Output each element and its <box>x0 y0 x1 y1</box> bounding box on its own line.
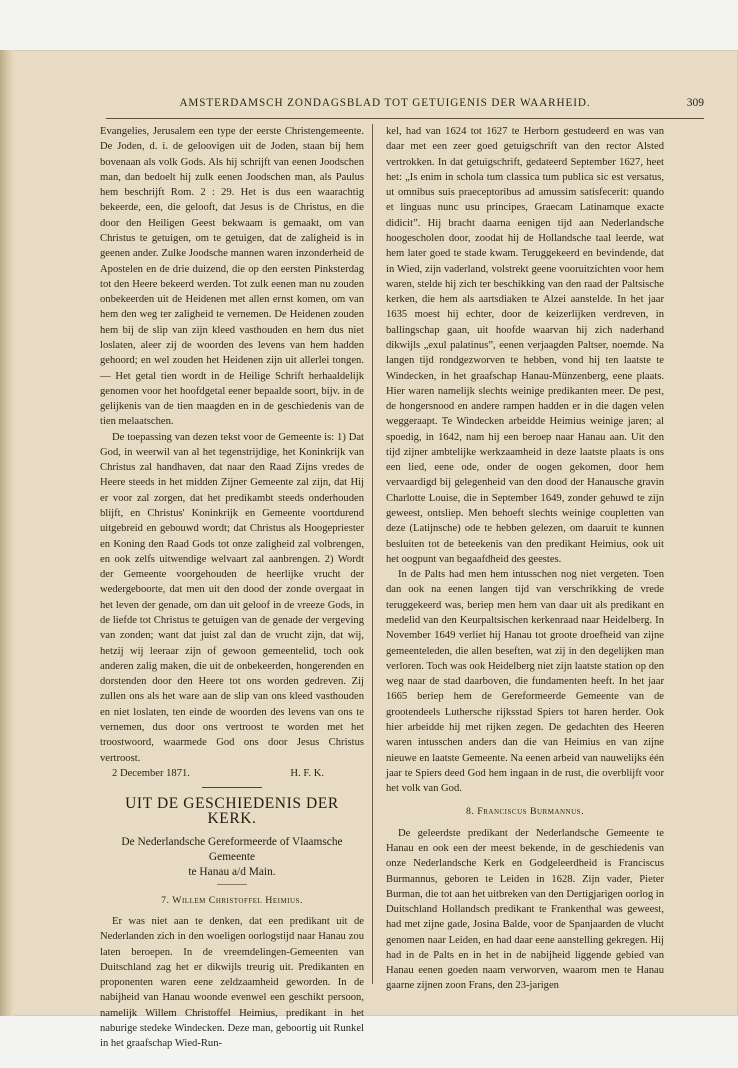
person-heading: 8. Franciscus Burmannus. <box>465 806 585 818</box>
paragraph: In de Palts had men hem intusschen nog niet vergeten. Toen dan ook na eenen langen tijd van verschrikking de vrede teruggekeerd was, beriep men hem van daar uit als predikant en medelid van den Keurpaltsischen kerkenraad naar Heidelberg. In November 1649 verliet hij Hanau tot groote droefheid van zijne gemeenteleden, die allen beseften, wat zij in den degelijken man verloren. Toch was ook Heidelberg niet zijn laatste station op den weg naar de stad daarboven, die fundamenten heeft. In het jaar 1665 beriep hem de Gereformeerde Gemeente van de grootendeels Luthersche rijksstad Spiers tot haren herder. Ook hier arbeidde hij met rijken zegen. De gedachten des Heeren waren intusschen anders dan die van Heimius en van zijne nieuwe en laatste Gemeente. Na eenen arbeid van nauwelijks één jaar te Spiers deed God hem ingaan in de rust, die overblijft voor het volk van God. <box>386 569 664 795</box>
paragraph: kel, had van 1624 tot 1627 te Herborn gestudeerd en was van daar met een zeer goed getuigschrift van den rector Alsted vertrokken. In dat getuigschrift, gedateerd September 1627, heet het: „Is enim in schola tum classica tum publica sic est versatus, ut omnibus suis praeceptoribus ad amussim satisfecerit: quando et linguas nunc usu principes, Graecam Latinamque exacte didicit”. Hij bracht daarna eenigen tijd aan Nederlandsche hoogescholen door, zoodat hij de Hollandsche taal leerde, wat hem later goed te stade kwam. Teruggekeerd en bevindende, dat in Wied, zijn vaderland, volstrekt geene vooruitzichten voor hem waren, stelde hij zich ter beschikking van den raad der Paltsische kerken, die hem als aartsdiaken te Alzei aanstelde. In het jaar 1635 moest hij echter, door de keizerlijken verdreven, in ballingschap gaan, uit hoofde waarvan hij zich naderhand dikwijls „exul palatinus”, eenen verjaagden Paltser, noemde. Na langen tijd rondgezworven te hebben, vond hij ten laatste te Windecken, in het graafschap Hanau-Münzenberg, eene plaats. Hier waren namelijk slechts weinige predikanten meer. De pest, de hongersnood en andere rampen hadden er in die dagen velen weggeraapt. Te Windecken arbeidde Heimius weinige jaren; al spoedig, in 1642, nam hij een beroep naar Hanau aan. Uit den tijd zijner ambtelijke werkzaamheid in deze laatste plaats is ons een lied, eene ode, onder de oogen gekomen, door hem vervaardigd bij gelegenheid van den dood der Hanausche gravin Charlotte Louise, die in September 1649, zonder gehuwd te zijn geweest, ontsliep. Men behoeft slechts weinige coupletten van deze (Latijnsche) ode te hebben gelezen, om daaruit te kunnen besluiten tot de beteekenis van den predikant Heimius, ook uit het oogpunt van begaafdheid des geestes. <box>386 126 664 565</box>
signature-initials: H. F. K. <box>290 767 324 779</box>
subsection-separator <box>217 884 247 885</box>
signature-line <box>100 766 364 781</box>
section-separator <box>202 787 262 788</box>
page-number: 309 <box>686 97 704 109</box>
paragraph: De toepassing van dezen tekst voor de Gemeente is: 1) Dat God, in weerwil van al het tegenstrijdige, het Koninkrijk van Christus zal handhaven, dat naar den Raad Zijns vredes de Heere steeds in het midden Zijner Gemeente zal zijn, dat Hij er voor zal zorgen, dat het predikambt steeds onderhouden blijft, en Christus' Koninkrijk en Gemeente voortdurend uitgebreid en gebouwd wordt; dat Christus als Hoogepriester en Koning den Raad Gods tot onze zaligheid zal volbrengen, en ook zelfs uitwendige welvaart zal aanbrengen. 2) Wordt der Gemeente voorgehouden de heerlijke vrucht der wedergeboorte, dat men uit den dood der zonde overgaat in het leven der genade, om dan uit geloof in de vreeze Gods, in de liefde tot Christus te getuigen van de genade der vergeving van zonden; want dat juist zal dan de vrucht zijn, dat wij, hetzij wij leeraar zijn of gewoon gemeentelid, toch ook anderen zalig maken, die uit de onbekeerden, hongerenden en dorstenden door den Heere tot ons worden gedreven. Zij zullen ons als het ware aan de slip van ons kleed vasthouden en niet loslaten, ten einde de woorden des levens van ons te vernemen, dus door ons vertroost te worden met het troostwoord, waarmede God ons door Jesus Christus vertroost. <box>100 431 364 764</box>
paragraph: De geleerdste predikant der Nederlandsche Gemeente te Hanau en ook een der meest bekende, in de geschiedenis van onze Nederlandsche Kerk en Godgeleerdheid is Franciscus Burmannus, geboren te Leiden in 1628. Zijn vader, Pieter Burman, die tot aan het uitbreken van den Dertigjarigen oorlog in Duitschland Hollandsch predikant te Frankenthal was geweest, had met zijne gade, Josina Balde, voor de Spanjaarden de vlucht genomen naar Leiden, en had daar eene aanstelling gekregen. Hij had in de Palts en in het in de nabijheid liggende gebied van Hanau eenen goeden naam verworven, waarom men te Hanau gaarne zijnen zoon Frans, den 23-jarigen <box>386 827 665 992</box>
header-rule <box>106 118 704 119</box>
section-subtitle-line: De Nederlandsche Gereformeerde of Vlaamsche Gemeente <box>121 835 343 863</box>
journal-title: AMSTERDAMSCH ZONDAGSBLAD TOT GETUIGENIS DER WAARHEID. <box>179 97 591 109</box>
section-title: UIT DE GESCHIEDENIS DER KERK. <box>125 795 339 828</box>
running-header <box>106 97 704 115</box>
paragraph: Evangelies, Jerusalem een type der eerste Christengemeente. De Joden, d. i. de geloovigen uit de Joden, staan bij hem bovenaan als volk Gods. Als hij schrijft van eenen Joodschen man, dan bedoelt hij zulk eenen Joodschen man, als Paulus hem beschrijft Rom. 2 : 29. Het is dus een waarachtig bekeerde, een, die gelooft, dat Jesus is de Christus, en die door den Heiligen Geest bekwaam is gemaakt, om van Christus te getuigen, om te getuigen, dat de zaligheid is in geenen ander. Zulke Joodsche mannen waren inzonderheid de Apostelen en de drie duizend, die op den eersten Pinksterdag tot den Heere bekeerd werden. Tot zulk eenen man nu zouden onbekeerden uit de Heidenen met allen ernst komen, om van hem den weg ter zaligheid te vernemen. De Heidenen zouden hem bij de slip van zijn kleed vasthouden en hem dus niet loslaten, aleer zij de woorden des levens van hem hadden gehoord; en wel zouden het Heidenen zijn uit allerlei tongen. — Het getal tien wordt in de Heilige Schrift herhaaldelijk genomen voor het hoofdgetal eener bepaalde soort, bijv. in de gelijkenis van de tien maagden en in de geschiedenis van de tien melaatschen. <box>100 126 364 428</box>
column-divider <box>372 124 373 984</box>
section-subtitle <box>100 835 364 880</box>
page-binding-edge <box>0 50 14 1016</box>
person-heading: 7. Willem Christoffel Heimius. <box>161 894 303 906</box>
section-subtitle-line: te Hanau a/d Main. <box>188 865 276 878</box>
signature-date: 2 December 1871. <box>112 767 190 779</box>
paragraph: Er was niet aan te denken, dat een predikant uit de Nederlanden zich in den woeligen oorlogstijd naar Hanau zou laten beroepen. In de vreemdelingen-Gemeenten van Duitschland zag het er dikwijls treurig uit. Predikanten en proponenten waren eene zeldzaamheid geworden. In de nabijheid van Hanau woonde evenwel een geschikt persoon, namelijk Willem Christoffel Heimius, predikant in het naburige stedeke Windecken. Deze man, geboortig uit Runkel in het graafschap Wied-Run- <box>100 915 364 1050</box>
left-column <box>100 124 364 1051</box>
right-column <box>386 124 664 994</box>
